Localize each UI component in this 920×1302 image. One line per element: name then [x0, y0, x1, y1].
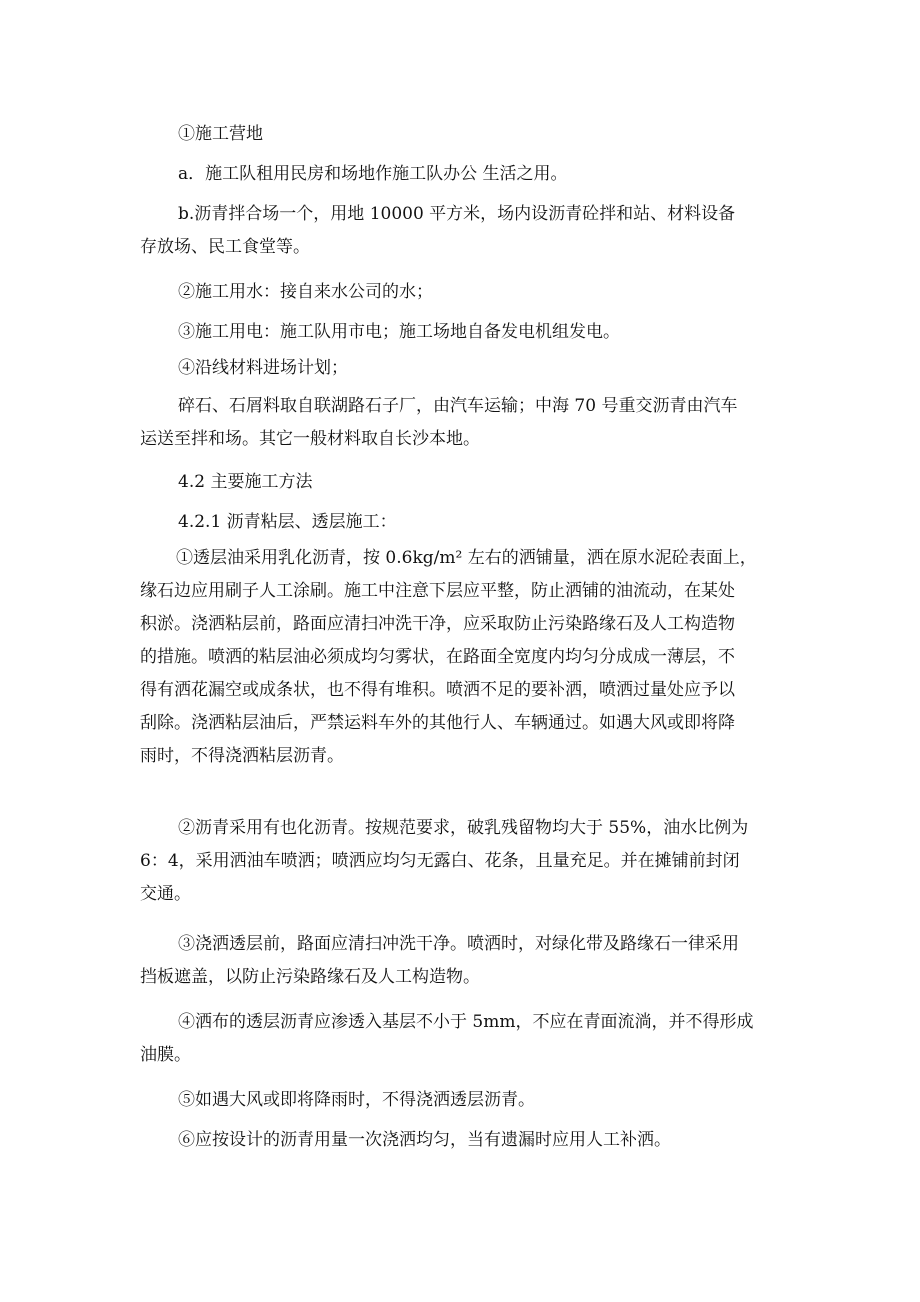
- paragraph-penetration-depth: [140, 1006, 780, 1072]
- text-line: 的措施。喷洒的粘层油必须成均匀雾状，在路面全宽度内均匀分成成一薄层，不: [140, 647, 735, 667]
- paragraph-aggregate-source: [140, 390, 780, 456]
- text-line: 积淤。浇洒粘层前，路面应清扫冲洗干净，应采取防止污染路缘石及人工构造物: [140, 614, 735, 634]
- text-line: b.沥青拌合场一个，用地 10000 平方米，场内设沥青砼拌和站、材料设备: [178, 204, 736, 224]
- text-line: ⑥应按设计的沥青用量一次浇洒均匀，当有遗漏时应用人工补洒。: [178, 1130, 671, 1150]
- text-line: 雨时，不得浇洒粘层沥青。: [140, 746, 344, 766]
- text-line: 运送至拌和场。其它一般材料取自长沙本地。: [140, 429, 480, 449]
- paragraph-application-rate: [178, 1124, 818, 1157]
- text-line: 刮除。浇洒粘层油后，严禁运料车外的其他行人、车辆通过。如遇大风或即将降: [140, 713, 735, 733]
- text-line: 4.2.1 沥青粘层、透层施工：: [178, 512, 397, 532]
- text-line: ②沥青采用有也化沥青。按规范要求，破乳残留物均大于 55%，油水比例为: [178, 818, 749, 838]
- text-line: 4.2 主要施工方法: [178, 472, 313, 492]
- text-line: 缘石边应用刷子人工涂刷。施工中注意下层应平整，防止洒铺的油流动，在某处: [140, 581, 735, 601]
- paragraph-item-a: [178, 158, 818, 191]
- text-line: ②施工用水：接自来水公司的水；: [178, 282, 433, 302]
- text-line: ④洒布的透层沥青应渗透入基层不小于 5mm，不应在青面流淌，并不得形成: [178, 1012, 754, 1032]
- paragraph-emulsified-asphalt: [140, 812, 780, 911]
- paragraph-prime-coat: [140, 542, 780, 773]
- paragraph-item-b: [140, 198, 780, 264]
- section-heading-4-2: [178, 466, 818, 499]
- paragraph-cleaning-before-spray: [140, 928, 780, 994]
- paragraph-material-plan: [178, 352, 818, 385]
- paragraph-weather-restriction: [178, 1084, 818, 1117]
- text-line: ③浇洒透层前，路面应清扫冲洗干净。喷洒时，对绿化带及路缘石一律采用: [178, 934, 739, 954]
- text-line: ①透层油采用乳化沥青，按 0.6kg/m² 左右的洒铺量，洒在原水泥砼表面上，: [176, 548, 757, 568]
- text-line: ⑤如遇大风或即将降雨时，不得浇洒透层沥青。: [178, 1090, 535, 1110]
- paragraph-water-supply: [178, 276, 818, 309]
- paragraph-construction-camp: [178, 118, 818, 151]
- text-line: ①施工营地: [178, 124, 263, 144]
- text-line: 交通。: [140, 884, 191, 904]
- text-line: a．施工队租用民房和场地作施工队办公 生活之用。: [178, 164, 568, 184]
- text-line: ④沿线材料进场计划；: [178, 358, 348, 378]
- paragraph-power-supply: [178, 316, 818, 349]
- section-heading-4-2-1: [178, 506, 818, 539]
- text-line: 存放场、民工食堂等。: [140, 237, 310, 257]
- text-line: 油膜。: [140, 1045, 191, 1065]
- text-line: 挡板遮盖，以防止污染路缘石及人工构造物。: [140, 967, 480, 987]
- text-line: 得有洒花漏空或成条状，也不得有堆积。喷洒不足的要补洒，喷洒过量处应予以: [140, 680, 735, 700]
- text-line: ③施工用电：施工队用市电；施工场地自备发电机组发电。: [178, 322, 620, 342]
- text-line: 碎石、石屑料取自联湖路石子厂，由汽车运输；中海 70 号重交沥青由汽车: [178, 396, 738, 416]
- text-line: 6：4，采用洒油车喷洒；喷洒应均匀无露白、花条，且量充足。并在摊铺前封闭: [140, 851, 740, 871]
